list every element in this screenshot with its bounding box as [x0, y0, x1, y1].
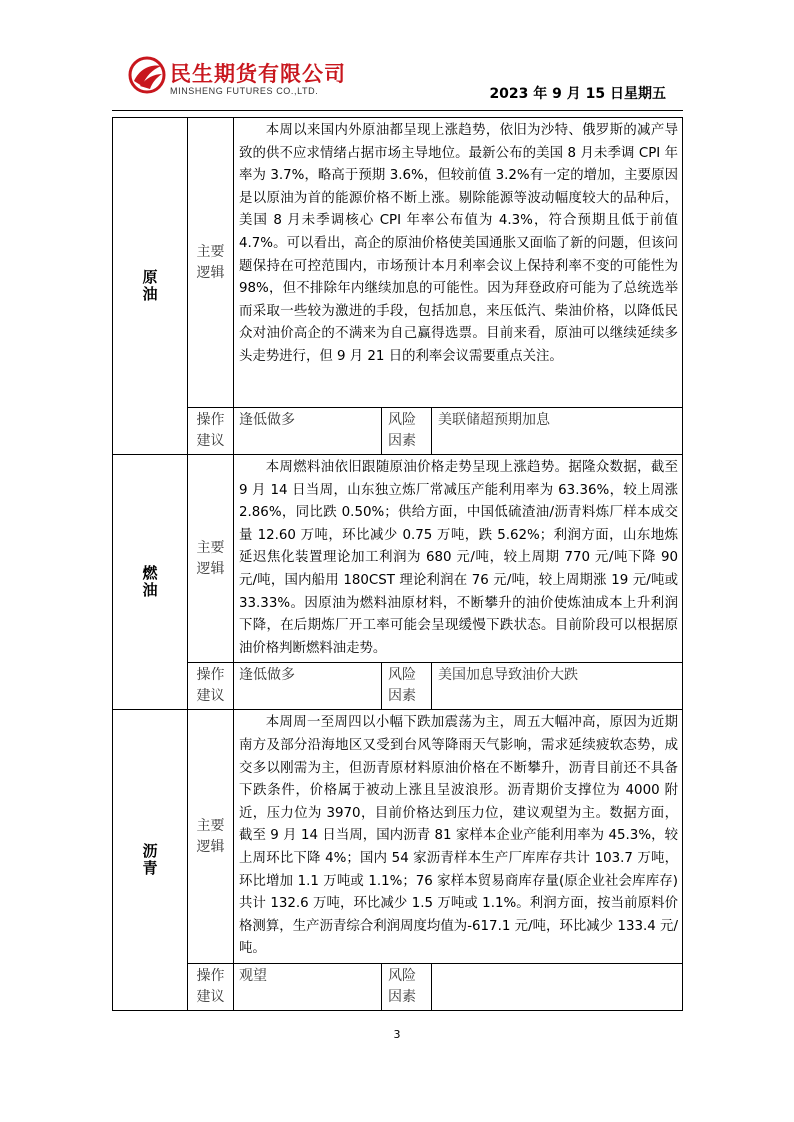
commodity-name — [113, 710, 188, 1011]
logic-label: 主要 逻辑 — [188, 710, 234, 964]
page-number: 3 — [393, 1028, 401, 1041]
section-advice-row — [113, 963, 683, 1010]
analysis-table — [112, 117, 683, 1011]
logic-text: 本周燃料油依旧跟随原油价格走势呈现上涨趋势。据隆众数据，截至 9 月 14 日当周，山东独立炼厂常减压产能利用率为 63.36%，较上周涨 2.86%，同比跌 0.50%；供给方面，中国低硫渣油/沥青料炼厂样本成交量 12.60 万吨，环比减少 0.75 万吨，跌 5.62%；利润方面，山东地炼延迟焦化装置理论加工利润为 680 元/吨，较上周期 770 元/吨下降 90 元/吨，国内船用 180CST 理论利润在 76 元/吨，较上周期涨 19 元/吨或 33.33%。因原油为燃料油原材料，不断攀升的油价使炼油成本上升利润下降，在后期炼厂开工率可能会呈现缓慢下跌状态。目前阶段可以根据原油价格判断燃料油走势。 — [239, 460, 678, 656]
operation-value: 逢低做多 — [234, 663, 382, 710]
operation-value: 逢低做多 — [234, 408, 382, 455]
risk-value: 美国加息导致油价大跌 — [432, 663, 683, 710]
commodity-name — [113, 118, 188, 455]
risk-value — [432, 963, 683, 1010]
logic-text-cell — [234, 455, 683, 663]
logic-text-cell — [234, 118, 683, 408]
company-name-cn: 民生期货有限公司 — [170, 62, 346, 86]
risk-label: 风险 因素 — [382, 963, 432, 1010]
section-advice-row — [113, 663, 683, 710]
commodity-label: 燃 油 — [142, 564, 158, 600]
minsheng-logo-icon — [128, 56, 166, 94]
commodity-name — [113, 455, 188, 710]
header-divider — [112, 110, 683, 111]
section-logic-row — [113, 118, 683, 408]
section-logic-row — [113, 710, 683, 964]
logic-text: 本周周一至周四以小幅下跌加震荡为主，周五大幅冲高，原因为近期南方及部分沿海地区又受到台风等降雨天气影响，需求延续疲软态势，成交多以刚需为主，但沥青原材料原油价格在不断攀升，沥青目前还不具备下跌条件，价格属于被动上涨且呈波浪形。沥青期价支撑位为 4000 附近，压力位为 3970，目前价格达到压力位，建议观望为主。数据方面，截至 9 月 14 日当周，国内沥青 81 家样本企业产能利用率为 45.3%，较上周环比下降 4%；国内 54 家沥青样本生产厂库库存共计 103.7 万吨，环比增加 1.1 万吨或 1.1%；76 家样本贸易商库存量(原企业社会库库存)共计 132.6 万吨，环比减少 1.5 万吨或 1.1%。利润方面，按当前原料价格测算，生产沥青综合利润周度均值为-617.1 元/吨，环比减少 133.4 元/吨。 — [239, 715, 678, 957]
commodity-label: 沥 青 — [142, 842, 158, 878]
operation-label: 操作 建议 — [188, 408, 234, 455]
company-logo — [128, 56, 368, 100]
logic-text: 本周以来国内外原油都呈现上涨趋势，依旧为沙特、俄罗斯的减产导致的供不应求情绪占据市场主导地位。最新公布的美国 8 月未季调 CPI 年率为 3.7%，略高于预期 3.6%，但较前值 3.2%有一定的增加，主要原因是以原油为首的能源价格不断上涨。剔除能源等波动幅度较大的品种后，美国 8 月未季调核心 CPI 年率公布值为 4.3%，符合预期且低于前值 4.7%。可以看出，高企的原油价格使美国通胀又面临了新的问题，但该问题保持在可控范围内，市场预计本月利率会议上保持利率不变的可能性为 98%，但不排除年内继续加息的可能性。因为拜登政府可能为了总统选举而采取一些较为激进的手段，包括加息，来压低汽、柴油价格，以降低民众对油价高企的不满来为自己赢得选票。目前来看，原油可以继续延续多头走势进行，但 9 月 21 日的利率会议需要重点关注。 — [239, 123, 678, 364]
logic-label: 主要 逻辑 — [188, 455, 234, 663]
company-name-en: MINSHENG FUTURES CO.,LTD. — [170, 86, 319, 96]
risk-label: 风险 因素 — [382, 408, 432, 455]
operation-label: 操作 建议 — [188, 963, 234, 1010]
page-header — [0, 0, 794, 118]
section-advice-row — [113, 408, 683, 455]
operation-label: 操作 建议 — [188, 663, 234, 710]
report-date: 2023 年 9 月 15 日星期五 — [489, 86, 666, 102]
section-logic-row — [113, 455, 683, 663]
logic-text-cell — [234, 710, 683, 964]
commodity-label: 原 油 — [142, 268, 158, 303]
risk-value: 美联储超预期加息 — [432, 408, 683, 455]
risk-label: 风险 因素 — [382, 663, 432, 710]
operation-value: 观望 — [234, 963, 382, 1010]
logic-label: 主要 逻辑 — [188, 118, 234, 408]
